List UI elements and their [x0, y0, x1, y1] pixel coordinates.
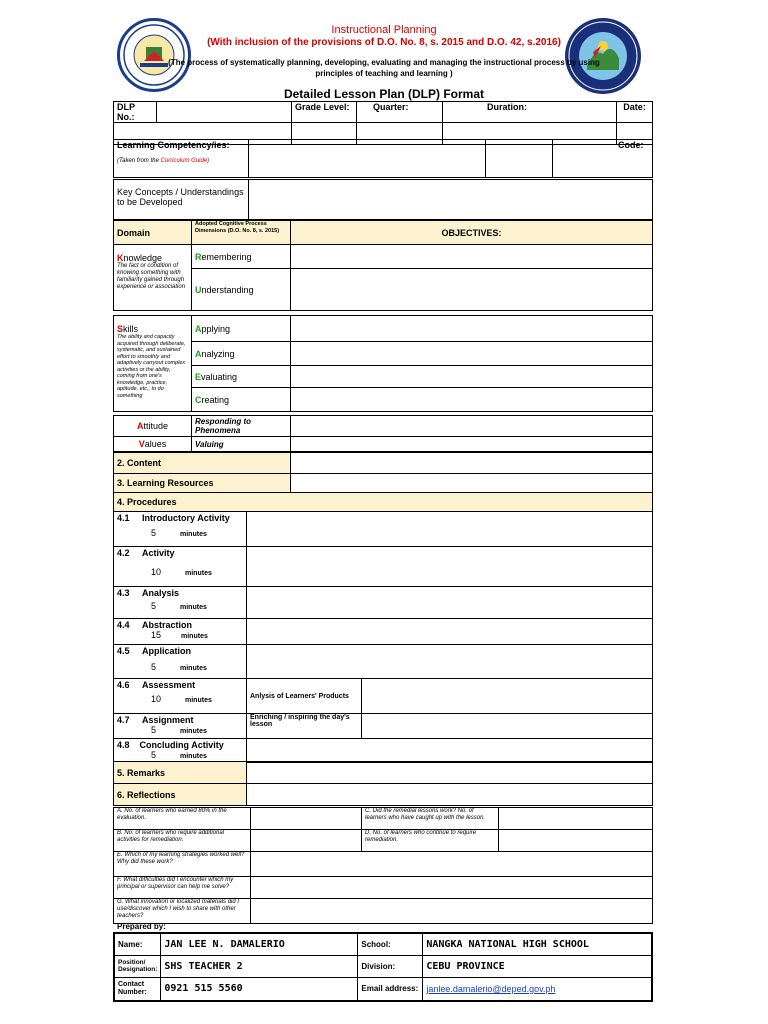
procedure-4-6-note: Anlysis of Learners' Products [247, 679, 362, 714]
skills-description: The ability and capacity acquired through deliberate, systematic, and sustained effort to smoothly and adaptively carryout complex activities or the ability, coming from one's knowledge, practice, aptitude, etc., to do something [117, 334, 186, 399]
reflection-d: D. No. of learners who continue to require remediation. [362, 830, 499, 852]
grade-level-label: Grade Level: [292, 102, 357, 123]
remarks-field[interactable] [247, 762, 653, 784]
reflection-b: B. No. of learners who require additional activities for remediation. [114, 830, 251, 852]
procedure-4-1-field[interactable] [247, 512, 653, 547]
prepared-by-label: Prepared by: [117, 922, 166, 931]
procedures-header: 4. Procedures [114, 493, 653, 512]
contact-value[interactable]: 0921 515 5560 [161, 977, 358, 1001]
applying-objective-field[interactable] [291, 316, 653, 342]
procedure-4-4-field[interactable] [247, 619, 653, 645]
competency-field[interactable] [249, 140, 486, 178]
date-label: Date: [617, 102, 653, 123]
prepared-by-table [113, 932, 653, 1002]
applying-label: Applying [192, 316, 291, 342]
division-value[interactable]: CEBU PROVINCE [423, 955, 652, 977]
procedure-4-8: 4.8 Concluding Activity 5 minutes [114, 739, 247, 763]
attitude-objective-field[interactable] [291, 416, 653, 437]
remembering-objective-field[interactable] [291, 245, 653, 269]
dlp-format-title: Detailed Lesson Plan (DLP) Format [283, 87, 485, 101]
dlp-no-field[interactable] [157, 102, 292, 123]
values-label: Values [114, 437, 192, 452]
analyzing-objective-field[interactable] [291, 342, 653, 366]
content-field[interactable] [291, 453, 653, 474]
creating-label: Creating [192, 388, 291, 412]
planning-title: Instructional Planning [331, 24, 437, 36]
division-label: Division: [358, 955, 423, 977]
procedure-4-7: 4.7 Assignment 5 minutes [114, 714, 247, 739]
reflection-f-field[interactable] [251, 877, 653, 899]
position-label: Position/ Designation: [114, 955, 161, 977]
taken-from-text: (Taken from the [117, 158, 159, 164]
procedure-4-8-field[interactable] [247, 739, 653, 763]
procedure-4-4: 4.4 Abstraction 15 minutes [114, 619, 247, 645]
understanding-label: Understanding [192, 269, 291, 311]
school-value[interactable]: NANGKA NATIONAL HIGH SCHOOL [423, 933, 652, 955]
reflection-f: F. What difficulties did I encounter which my principal or supervisor can help me solve? [114, 877, 251, 899]
procedures-table [113, 511, 653, 763]
learning-resources-field[interactable] [291, 474, 653, 493]
reflection-c: C. Did the remedial lessons work? No. of learners who have caught up with the lesson. [362, 808, 499, 830]
content-header: 2. Content [114, 453, 291, 474]
sections-table [113, 452, 653, 512]
position-value[interactable]: SHS TEACHER 2 [161, 955, 358, 977]
school-label: School: [358, 933, 423, 955]
reflection-a-field[interactable] [251, 808, 362, 830]
dlp-no-label: DLP No.: [114, 102, 157, 123]
skills-table [113, 315, 653, 412]
contact-label: Contact Number: [114, 977, 161, 1001]
reflections-header: 6. Reflections [114, 784, 247, 806]
procedure-4-2: 4.2 Activity 10 minutes [114, 547, 247, 587]
planning-description-line2: principles of teaching and learning ) [315, 69, 453, 78]
procedure-4-2-field[interactable] [247, 547, 653, 587]
key-concepts-label-2: to be Developed [117, 197, 183, 207]
quarter-label: Quarter: [357, 102, 443, 123]
reflection-e: E. Which of my learning strategies worked well? Why did these work? [114, 852, 251, 877]
key-concepts-table [113, 179, 653, 220]
values-dimension: Valuing [192, 437, 291, 452]
key-concepts-label-1: Key Concepts / Understandings [117, 187, 244, 197]
curriculum-guide-text: Curriculum Guide) [160, 158, 210, 164]
reflection-g-field[interactable] [251, 899, 653, 924]
email-label: Email address: [358, 977, 423, 1001]
email-link[interactable]: janlee.damalerio@deped.gov.ph [423, 977, 652, 1001]
competency-label: Learning Competency/ies: [117, 140, 230, 150]
reflection-questions-table [113, 807, 653, 924]
procedure-4-5-field[interactable] [247, 645, 653, 679]
name-value[interactable]: JAN LEE N. DAMALERIO [161, 933, 358, 955]
reflection-b-field[interactable] [251, 830, 362, 852]
planning-subtitle: (With inclusion of the provisions of D.O. No. 8, s. 2015 and D.O. 42, s.2016) [207, 37, 561, 48]
procedure-4-1: 4.1 Introductory Activity 5 minutes [114, 512, 247, 547]
duration-label: Duration: [443, 102, 617, 123]
procedure-4-3-field[interactable] [247, 587, 653, 619]
understanding-objective-field[interactable] [291, 269, 653, 311]
attitude-dimension: Responding to Phenomena [192, 416, 291, 437]
reflection-c-field[interactable] [499, 808, 653, 830]
knowledge-label: Knowledge [117, 253, 163, 263]
reflection-d-field[interactable] [499, 830, 653, 852]
values-objective-field[interactable] [291, 437, 653, 452]
attitude-label: Attitude [114, 416, 192, 437]
reflection-a: A. No. of learners who earned 80% in the evaluation. [114, 808, 251, 830]
attitude-values-table [113, 415, 653, 452]
procedure-4-6: 4.6 Assessment 10 minutes [114, 679, 247, 714]
reflection-g: G. What innovation or localized materials did I use/discover which I wish to share with other teachers? [114, 899, 251, 924]
remarks-table [113, 761, 653, 806]
procedure-4-6-field[interactable] [362, 679, 653, 714]
reflections-field[interactable] [247, 784, 653, 806]
remarks-header: 5. Remarks [114, 762, 247, 784]
reflection-e-field[interactable] [251, 852, 653, 877]
dimensions-header: Adopted Cognitive Process Dimensions (D.O. No. 8, s. 2015) [192, 221, 291, 245]
procedure-4-7-note: Enriching / inspiring the day's lesson [247, 714, 362, 739]
creating-objective-field[interactable] [291, 388, 653, 412]
knowledge-description: The fact or condition of knowing something with familiarity gained through experience or association [117, 263, 186, 290]
evaluating-objective-field[interactable] [291, 366, 653, 388]
domain-header: Domain [114, 221, 192, 245]
procedure-4-5: 4.5 Application 5 minutes [114, 645, 247, 679]
skills-label: Skills [117, 324, 139, 334]
name-label: Name: [114, 933, 161, 955]
domain-table [113, 220, 653, 311]
procedure-4-7-field[interactable] [362, 714, 653, 739]
evaluating-label: Evaluating [192, 366, 291, 388]
competency-table [113, 139, 653, 178]
objectives-header: OBJECTIVES: [291, 221, 653, 245]
analyzing-label: Analyzing [192, 342, 291, 366]
key-concepts-field[interactable] [249, 180, 653, 220]
learning-resources-header: 3. Learning Resources [114, 474, 291, 493]
procedure-4-3: 4.3 Analysis 5 minutes [114, 587, 247, 619]
remembering-label: Remembering [192, 245, 291, 269]
competency-code-blank[interactable] [486, 140, 553, 178]
code-label: Code: [553, 140, 653, 178]
planning-description-line1: (The process of systematically planning, developing, evaluating and managing the instructional process by using [168, 58, 600, 67]
